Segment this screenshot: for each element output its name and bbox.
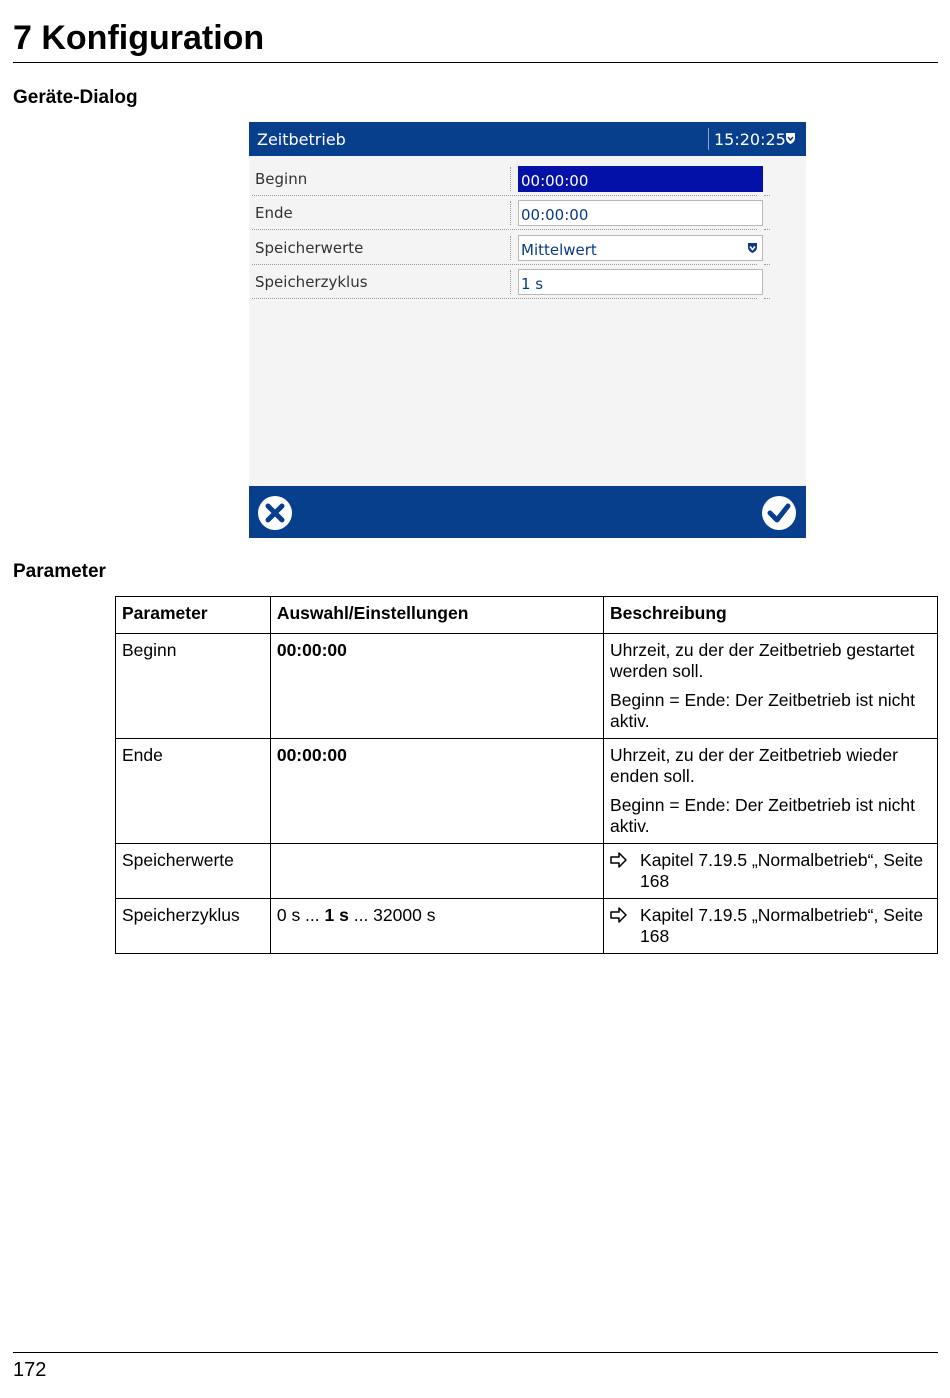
param-value: 00:00:00 xyxy=(270,634,603,739)
dialog-header xyxy=(249,122,806,156)
device-dialog-screenshot xyxy=(249,122,806,538)
dialog-row-speicherwerte xyxy=(249,231,771,265)
param-value: 00:00:00 xyxy=(270,739,603,844)
row-rule xyxy=(252,298,757,299)
section-heading-parameter: Parameter xyxy=(13,561,106,582)
arrow-right-icon xyxy=(610,850,628,870)
dropdown-chevron-icon[interactable] xyxy=(747,242,758,254)
column-header: Parameter xyxy=(116,597,271,634)
cross-reference[interactable] xyxy=(610,905,931,947)
menu-chevron-icon[interactable] xyxy=(785,132,796,145)
reference-text: Kapitel 7.19.5 „Normalbetrieb“, Seite 168 xyxy=(640,850,924,891)
select-value: Mittelwert xyxy=(521,241,597,259)
column-header: Beschreibung xyxy=(604,597,938,634)
arrow-right-icon xyxy=(610,905,628,925)
row-separator xyxy=(510,201,511,225)
row-separator xyxy=(510,270,511,294)
range-max: ... 32000 s xyxy=(353,905,436,925)
param-description xyxy=(604,899,938,954)
row-rule xyxy=(764,298,770,299)
dialog-title: Zeitbetrieb xyxy=(257,130,346,149)
description-text: Uhrzeit, zu der der Zeitbetrieb wieder enden soll. xyxy=(610,745,898,786)
table-header-row xyxy=(116,597,938,634)
param-value xyxy=(270,844,603,899)
page-number: 172 xyxy=(13,1359,47,1381)
param-name: Speicherwerte xyxy=(116,844,271,899)
row-rule xyxy=(252,229,757,230)
parameter-table xyxy=(115,596,938,954)
param-name: Beginn xyxy=(116,634,271,739)
speicherwerte-select[interactable] xyxy=(518,235,763,261)
table-row xyxy=(116,899,938,954)
param-description xyxy=(604,739,938,844)
reference-text: Kapitel 7.19.5 „Normalbetrieb“, Seite 168 xyxy=(640,905,924,946)
dialog-row-ende xyxy=(249,196,771,230)
description-note: Beginn = Ende: Der Zeitbetrieb ist nicht aktiv. xyxy=(610,795,915,836)
checkmark-icon[interactable] xyxy=(761,495,797,531)
param-description xyxy=(604,844,938,899)
section-heading-device-dialog: Geräte-Dialog xyxy=(13,87,138,108)
description-text: Uhrzeit, zu der der Zeitbetrieb gestartet werden soll. xyxy=(610,640,915,681)
range-min: 0 s ... xyxy=(276,905,320,925)
row-separator xyxy=(510,236,511,260)
dialog-footer xyxy=(249,486,806,538)
param-name: Ende xyxy=(116,739,271,844)
table-row xyxy=(116,844,938,899)
table-row xyxy=(116,739,938,844)
cancel-x-icon[interactable] xyxy=(257,495,293,531)
dialog-row-speicherzyklus xyxy=(249,265,771,299)
param-value xyxy=(270,899,603,954)
table-row xyxy=(116,634,938,739)
row-separator xyxy=(510,167,511,191)
header-separator xyxy=(708,128,709,150)
description-note: Beginn = Ende: Der Zeitbetrieb ist nicht aktiv. xyxy=(610,690,915,731)
clock-time: 15:20:25 xyxy=(714,130,786,149)
range-default: 1 s xyxy=(324,905,349,925)
footer-rule xyxy=(13,1352,938,1353)
column-header: Auswahl/Einstellungen xyxy=(270,597,603,634)
speicherzyklus-field[interactable]: 1 s xyxy=(518,269,763,295)
row-label: Speicherzyklus xyxy=(255,273,368,291)
dialog-row-beginn xyxy=(249,162,771,196)
row-label: Speicherwerte xyxy=(255,239,364,257)
chapter-title: 7 Konfiguration xyxy=(13,19,265,57)
beginn-time-field[interactable]: 00:00:00 xyxy=(518,166,763,192)
row-label: Beginn xyxy=(255,170,308,188)
cross-reference[interactable] xyxy=(610,850,931,892)
ende-time-field[interactable]: 00:00:00 xyxy=(518,200,763,226)
param-name: Speicherzyklus xyxy=(116,899,271,954)
row-label: Ende xyxy=(255,204,293,222)
row-rule xyxy=(764,229,770,230)
title-rule xyxy=(13,62,938,63)
param-description xyxy=(604,634,938,739)
